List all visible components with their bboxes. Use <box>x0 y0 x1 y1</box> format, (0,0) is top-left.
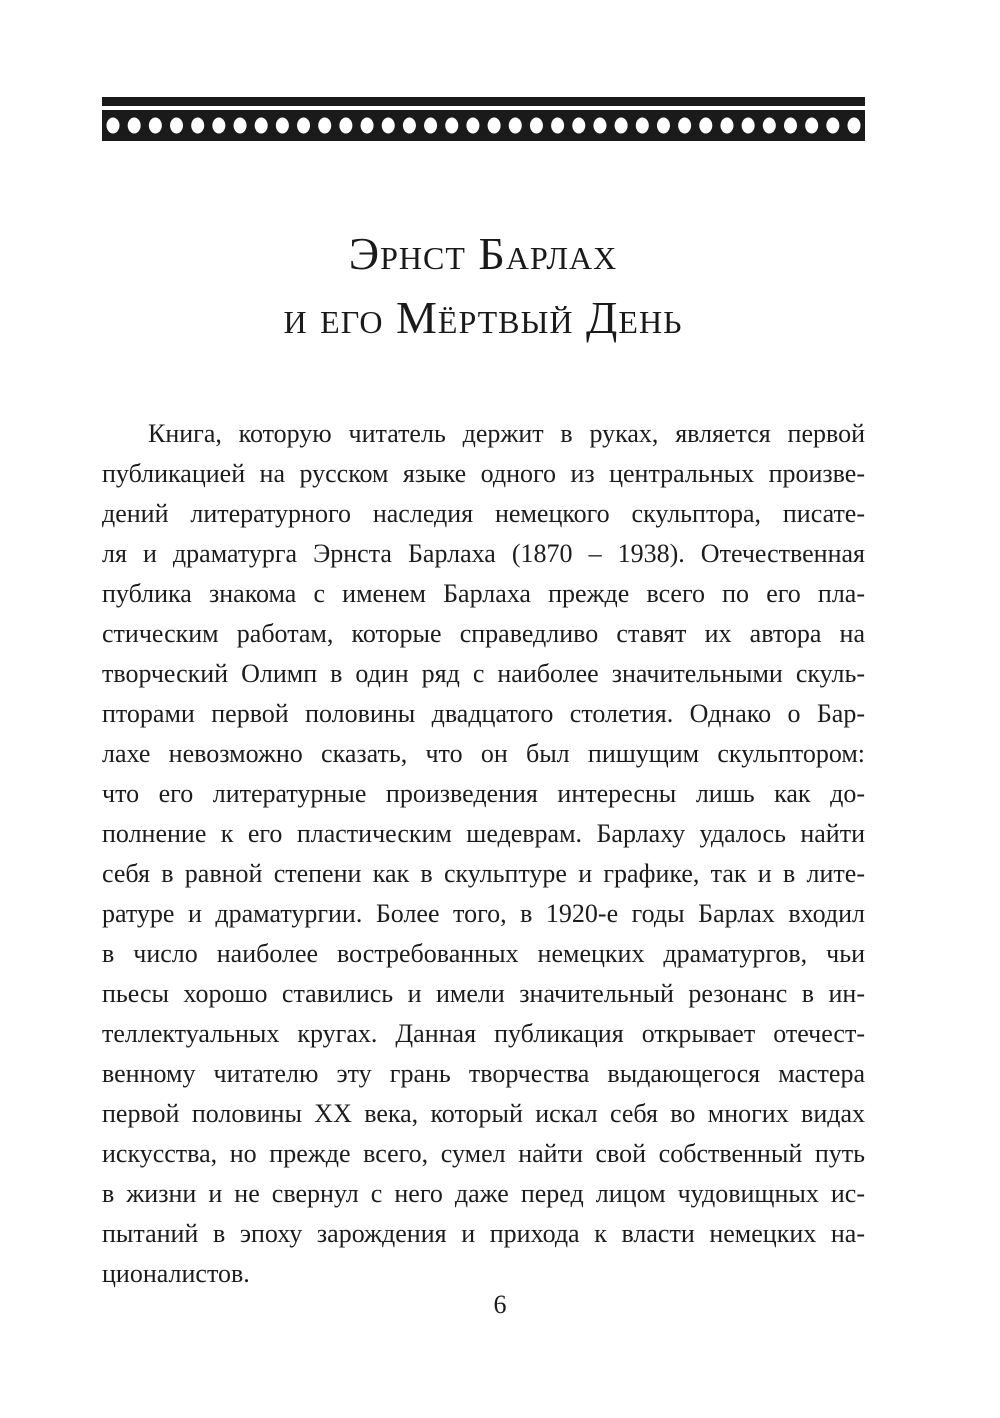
body-line: теллектуальных кругах. Данная публикация открывает отечест- <box>102 1019 865 1048</box>
ornament-dot <box>530 118 543 134</box>
ornament-dot <box>212 118 225 134</box>
ornament-dot <box>593 118 606 134</box>
body-line: полнение к его пластическим шедеврам. Барлаху удалось найти <box>102 819 865 848</box>
ornament-dot <box>318 118 331 134</box>
chapter-title-line-2: и его Мёртвый День <box>283 292 683 343</box>
header-ornament-border <box>102 97 865 141</box>
ornament-dot <box>657 118 670 134</box>
ornament-dot <box>678 118 691 134</box>
body-line: публика знакома с именем Барлаха прежде всего по его пла- <box>102 579 865 608</box>
body-line: творческий Олимп в один ряд с наиболее значительными скуль- <box>102 659 865 688</box>
ornament-dot <box>276 118 289 134</box>
body-line: что его литературные произведения интересны лишь как до- <box>102 779 865 808</box>
body-line: ратуре и драматургии. Более того, в 1920-е годы Барлах входил <box>102 899 865 928</box>
ornament-dot <box>763 118 776 134</box>
ornament-dot <box>488 118 501 134</box>
ornament-dot <box>509 118 522 134</box>
ornament-dot <box>572 118 585 134</box>
ornament-dot <box>107 118 120 134</box>
ornament-dot <box>128 118 141 134</box>
body-line: себя в равной степени как в скульптуре и графике, так и в лите- <box>102 859 865 888</box>
body-line: пытаний в эпоху зарождения и прихода к власти немецких на- <box>102 1219 865 1248</box>
ornament-dot <box>297 118 310 134</box>
body-line: ционалистов. <box>102 1259 250 1288</box>
ornament-dot <box>848 118 861 134</box>
ornament-dot <box>361 118 374 134</box>
ornament-dot <box>466 118 479 134</box>
body-line: венному читателю эту грань творчества выдающегося мастера <box>102 1059 865 1088</box>
body-line: стическим работам, которые справедливо ставят их автора на <box>102 619 865 648</box>
body-line: Книга, которую читатель держит в руках, является первой <box>148 419 865 448</box>
ornament-dot <box>720 118 733 134</box>
body-line: искусства, но прежде всего, сумел найти свой собственный путь <box>102 1139 865 1168</box>
body-line: лахе невозможно сказать, что он был пишущим скульптором: <box>102 739 865 768</box>
ornament-top-bar <box>102 97 865 106</box>
ornament-dot <box>805 118 818 134</box>
ornament-dot <box>170 118 183 134</box>
ornament-dot <box>699 118 712 134</box>
ornament-dot <box>636 118 649 134</box>
body-line: пьесы хорошо ставились и имели значительный резонанс в ин- <box>102 979 865 1008</box>
page-number: 6 <box>493 1290 507 1319</box>
body-line: первой половины XX века, который искал себя во многих видах <box>102 1099 865 1128</box>
ornament-dot <box>551 118 564 134</box>
ornament-dot <box>424 118 437 134</box>
ornament-dot <box>403 118 416 134</box>
chapter-title-line-1: Эрнст Барлах <box>348 228 618 279</box>
body-line: в жизни и не свернул с него даже перед лицом чудовищных ис- <box>102 1179 865 1208</box>
chapter-title <box>100 222 866 350</box>
ornament-dot <box>149 118 162 134</box>
body-line: публикацией на русском языке одного из центральных произве- <box>102 459 865 488</box>
ornament-dot <box>445 118 458 134</box>
ornament-dot <box>234 118 247 134</box>
ornament-dot <box>826 118 839 134</box>
body-line: ля и драматурга Эрнста Барлаха (1870 – 1938). Отечественная <box>102 539 865 568</box>
body-line: пторами первой половины двадцатого столетия. Однако о Бар- <box>102 699 865 728</box>
ornament-border-graphic <box>102 97 865 141</box>
ornament-dot <box>191 118 204 134</box>
body-line: дений литературного наследия немецкого скульптора, писате- <box>102 499 865 528</box>
ornament-dot <box>742 118 755 134</box>
body-paragraph <box>102 414 865 1294</box>
ornament-dot <box>615 118 628 134</box>
ornament-dot <box>382 118 395 134</box>
ornament-dot <box>339 118 352 134</box>
ornament-dot <box>255 118 268 134</box>
body-line: в число наиболее востребованных немецких драматургов, чьи <box>102 939 865 968</box>
ornament-dot <box>784 118 797 134</box>
